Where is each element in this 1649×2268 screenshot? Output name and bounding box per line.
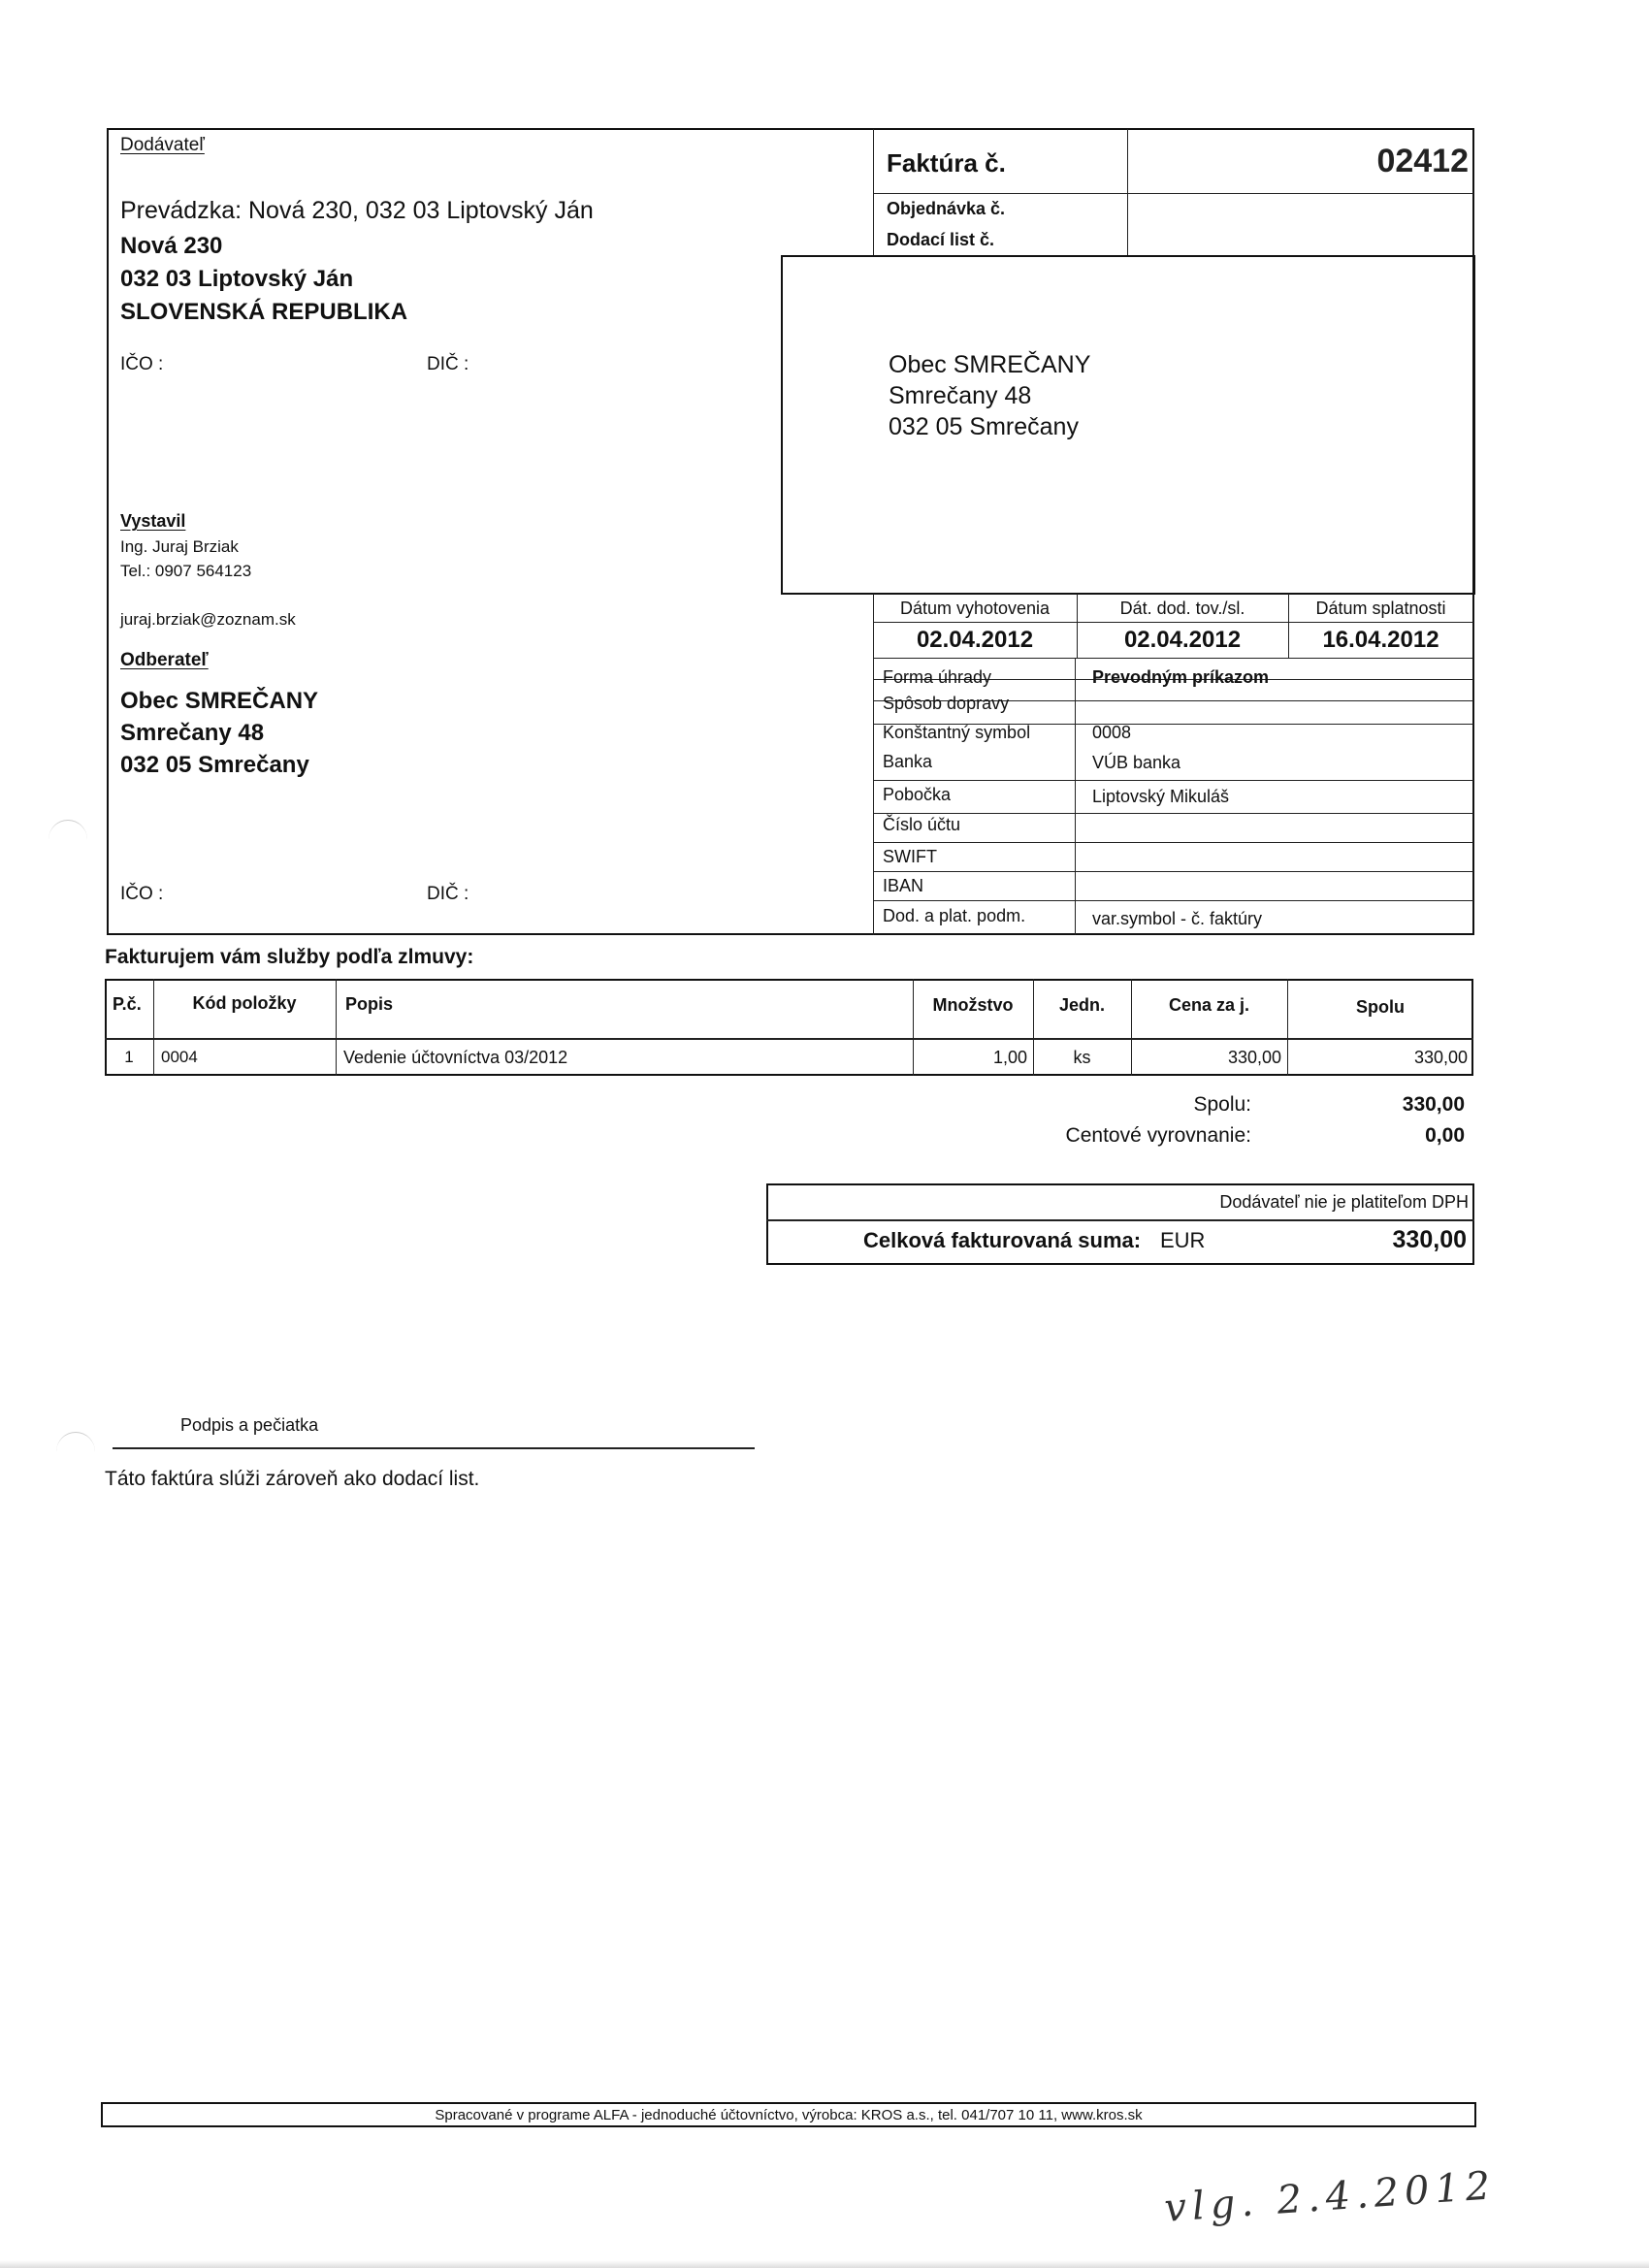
payment-label-bank: Banka	[883, 752, 933, 771]
payment-col-divider	[1075, 658, 1076, 935]
payment-label-iban: IBAN	[883, 876, 924, 895]
handwritten-note: vlg. 2.4.2012	[1162, 2163, 1498, 2231]
item-unit: ks	[1073, 1047, 1091, 1067]
sum-value: 330,00	[1402, 1093, 1465, 1116]
payment-label-method: Forma úhrady	[883, 667, 992, 687]
delivery-note-statement: Táto faktúra slúži zároveň ako dodací list.	[105, 1468, 480, 1490]
customer-street: Smrečany 48	[120, 720, 265, 746]
address-window-line1: Obec SMREČANY	[889, 351, 1091, 378]
issuer-heading: Vystavil	[120, 511, 186, 531]
date-header-delivery: Dát. dod. tov./sl.	[1119, 598, 1245, 618]
payment-row-border	[873, 842, 1473, 843]
items-intro: Fakturujem vám služby podľa zlmuvy:	[105, 946, 474, 968]
payment-value-terms: var.symbol - č. faktúry	[1092, 909, 1263, 928]
punch-hole-mark	[56, 1432, 95, 1472]
payment-row-border	[873, 871, 1473, 872]
item-total: 330,00	[1413, 1047, 1468, 1067]
supplier-city: 032 03 Liptovský Ján	[120, 266, 354, 292]
grand-total-value: 330,00	[1392, 1226, 1467, 1253]
payment-label-swift: SWIFT	[883, 847, 937, 866]
customer-ico-label: IČO :	[120, 884, 164, 904]
address-window-line3: 032 05 Smrečany	[889, 413, 1079, 440]
payment-row-border	[873, 780, 1473, 781]
issuer-name: Ing. Juraj Brziak	[120, 537, 239, 556]
delivery-note-label: Dodací list č.	[887, 230, 995, 249]
item-number: 1	[124, 1048, 134, 1066]
item-description: Vedenie účtovníctva 03/2012	[343, 1047, 568, 1067]
supplier-street: Nová 230	[120, 233, 223, 259]
date-issued: 02.04.2012	[916, 627, 1034, 653]
address-window	[781, 255, 1475, 595]
date-delivery: 02.04.2012	[1123, 627, 1242, 653]
invoice-number-row-border	[873, 193, 1473, 194]
signature-label: Podpis a pečiatka	[180, 1415, 319, 1435]
payment-label-branch: Pobočka	[883, 785, 952, 804]
supplier-establishment: Prevádzka: Nová 230, 032 03 Liptovský Ján	[120, 197, 594, 224]
items-header-description: Popis	[345, 994, 394, 1014]
grand-total-label: Celková fakturovaná suma:	[863, 1228, 1142, 1252]
payment-value-method: Prevodným príkazom	[1092, 667, 1270, 687]
items-col-divider	[336, 979, 337, 1076]
customer-heading: Odberateľ	[120, 650, 209, 670]
payment-label-constant-symbol: Konštantný symbol	[883, 723, 1031, 742]
payment-label-account: Číslo účtu	[883, 815, 961, 834]
customer-name: Obec SMREČANY	[120, 688, 319, 714]
payment-value-constant-symbol: 0008	[1092, 723, 1132, 742]
items-header-quantity: Množstvo	[932, 994, 1014, 1015]
address-window-line2: Smrečany 48	[889, 382, 1032, 409]
punch-hole-mark	[48, 820, 87, 859]
invoice-number-label: Faktúra č.	[887, 148, 1006, 178]
supplier-country: SLOVENSKÁ REPUBLIKA	[120, 299, 408, 325]
item-quantity: 1,00	[992, 1047, 1027, 1067]
invoice-number: 02412	[1376, 143, 1469, 179]
payment-row-border	[873, 813, 1473, 814]
payment-value-bank: VÚB banka	[1092, 753, 1181, 772]
items-header-number: P.č.	[113, 994, 142, 1014]
items-header-code: Kód položky	[192, 992, 297, 1013]
dates-values-border	[873, 658, 1473, 659]
rounding-label: Centové vyrovnanie:	[1065, 1124, 1251, 1147]
grand-total-divider	[766, 1219, 1474, 1221]
payment-label-terms: Dod. a plat. podm.	[883, 906, 1026, 925]
items-header-total: Spolu	[1356, 996, 1405, 1017]
sum-label: Spolu:	[1193, 1093, 1251, 1116]
order-number-label: Objednávka č.	[887, 199, 1006, 218]
footer-text: Spracované v programe ALFA - jednoduché účtovníctvo, výrobca: KROS a.s., tel. 041/707 10 11, www.kros.sk	[435, 2106, 1143, 2123]
item-code: 0004	[161, 1048, 198, 1066]
customer-dic-label: DIČ :	[427, 884, 469, 904]
payment-row-border	[873, 900, 1473, 901]
payment-label-transport: Spôsob dopravy	[883, 694, 1010, 713]
customer-city: 032 05 Smrečany	[120, 752, 309, 778]
items-header-unit: Jedn.	[1058, 994, 1105, 1015]
issuer-email: juraj.brziak@zoznam.sk	[120, 610, 296, 629]
payment-value-branch: Liptovský Mikuláš	[1092, 787, 1230, 806]
signature-line	[113, 1447, 755, 1449]
rounding-value: 0,00	[1425, 1124, 1465, 1147]
items-header-unit-price: Cena za j.	[1168, 994, 1250, 1015]
supplier-dic-label: DIČ :	[427, 354, 469, 374]
supplier-ico-label: IČO :	[120, 354, 164, 374]
supplier-heading: Dodávateľ	[120, 135, 205, 155]
date-header-due: Dátum splatnosti	[1315, 598, 1446, 618]
scan-edge	[0, 2260, 1649, 2268]
item-unit-price: 330,00	[1227, 1047, 1281, 1067]
grand-total-currency: EUR	[1160, 1228, 1206, 1252]
date-header-issued: Dátum vyhotovenia	[899, 598, 1051, 618]
vat-note: Dodávateľ nie je platiteľom DPH	[1219, 1192, 1469, 1212]
date-due: 16.04.2012	[1322, 627, 1439, 653]
issuer-phone: Tel.: 0907 564123	[120, 562, 252, 580]
